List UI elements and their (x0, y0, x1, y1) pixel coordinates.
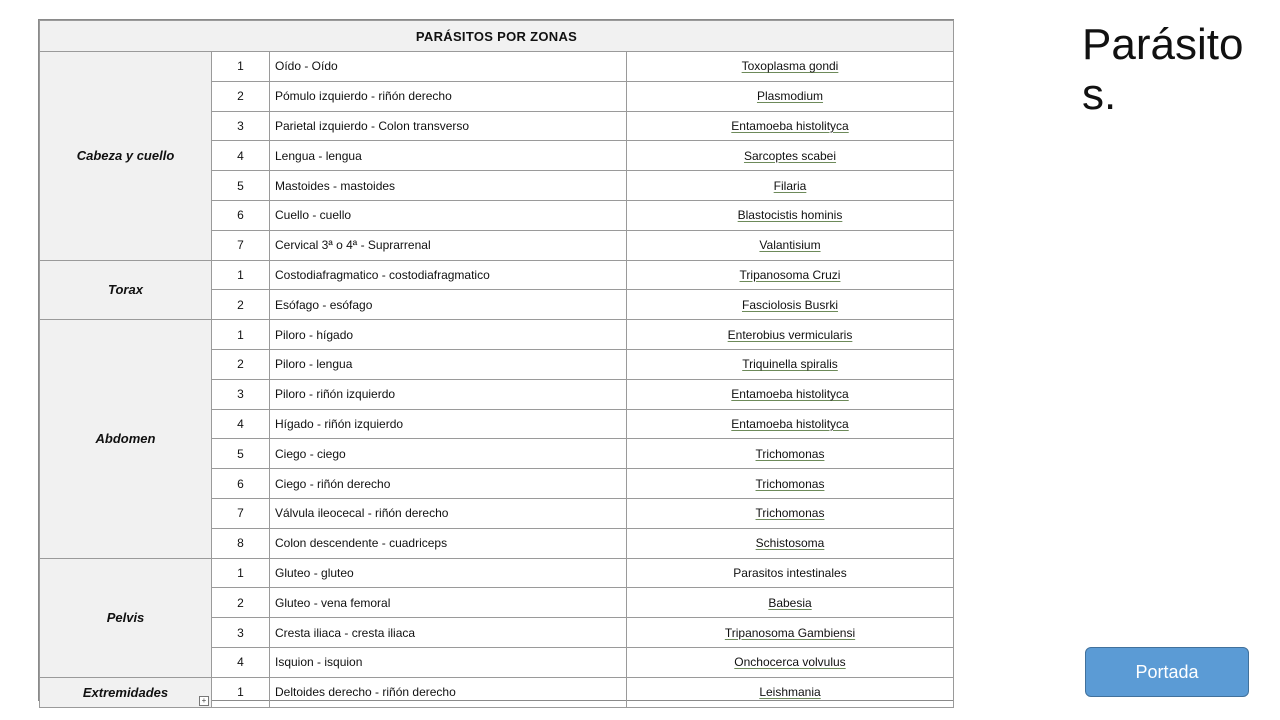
row-number-cell: 6 (212, 469, 270, 499)
table-row (40, 52, 954, 82)
row-number-cell: 3 (212, 379, 270, 409)
zone-cell (40, 558, 212, 677)
row-number-cell: 1 (212, 677, 270, 707)
table-row (40, 320, 954, 350)
parasite-cell: Valantisium (627, 230, 954, 260)
parasite-cell: Fasciolosis Busrki (627, 290, 954, 320)
row-number-cell: 4 (212, 141, 270, 171)
row-number-cell: 2 (212, 81, 270, 111)
points-cell: Deltoides derecho - riñón derecho (270, 677, 627, 707)
parasites-table-container (38, 19, 954, 705)
row-number-cell: 2 (212, 290, 270, 320)
parasite-cell: Parasitos intestinales (627, 558, 954, 588)
points-cell: Ciego - ciego (270, 439, 627, 469)
points-cell: Piloro - riñón izquierdo (270, 379, 627, 409)
points-cell: Ciego - riñón derecho (270, 469, 627, 499)
parasite-cell: Trichomonas (627, 439, 954, 469)
zone-label: Cabeza y cuello (76, 148, 175, 164)
zone-cell (40, 260, 212, 320)
parasite-cell: Triquinella spiralis (627, 349, 954, 379)
points-cell: Esófago - esófago (270, 290, 627, 320)
parasite-cell: Tripanosoma Cruzi (627, 260, 954, 290)
points-cell: Piloro - hígado (270, 320, 627, 350)
row-number-cell: 6 (212, 200, 270, 230)
expand-icon[interactable]: + (199, 696, 209, 706)
points-cell: Isquion - isquion (270, 647, 627, 677)
parasite-cell: Blastocistis hominis (627, 200, 954, 230)
parasite-cell: Schistosoma (627, 528, 954, 558)
parasite-cell: Trichomonas (627, 498, 954, 528)
zone-label: Torax (108, 282, 143, 298)
parasite-cell: Entamoeba histolityca (627, 111, 954, 141)
table-body (40, 52, 954, 708)
points-cell: Cervical 3ª o 4ª - Suprarrenal (270, 230, 627, 260)
zone-cell (40, 677, 212, 707)
parasite-cell: Entamoeba histolityca (627, 409, 954, 439)
parasite-cell: Filaria (627, 171, 954, 201)
parasite-cell: Sarcoptes scabei (627, 141, 954, 171)
row-number-cell: 1 (212, 52, 270, 82)
table-title: PARÁSITOS POR ZONAS (40, 21, 954, 52)
portada-button[interactable]: Portada (1085, 647, 1249, 697)
points-cell: Gluteo - vena femoral (270, 588, 627, 618)
slide-title: Parásitos. (1082, 20, 1244, 119)
points-cell: Cuello - cuello (270, 200, 627, 230)
row-number-cell: 7 (212, 230, 270, 260)
parasite-cell: Leishmania (627, 677, 954, 707)
row-number-cell: 8 (212, 528, 270, 558)
row-number-cell: 2 (212, 349, 270, 379)
parasite-cell: Entamoeba histolityca (627, 379, 954, 409)
row-number-cell: 2 (212, 588, 270, 618)
table-row (40, 558, 954, 588)
parasite-cell: Plasmodium (627, 81, 954, 111)
row-number-cell: 1 (212, 320, 270, 350)
points-cell: Costodiafragmatico - costodiafragmatico (270, 260, 627, 290)
row-number-cell: 3 (212, 111, 270, 141)
points-cell: Colon descendente - cuadriceps (270, 528, 627, 558)
zone-label: Extremidades (82, 684, 169, 700)
row-number-cell: 4 (212, 409, 270, 439)
parasite-cell: Tripanosoma Gambiensi (627, 618, 954, 648)
points-cell: Hígado - riñón izquierdo (270, 409, 627, 439)
zone-cell (40, 320, 212, 558)
points-cell: Piloro - lengua (270, 349, 627, 379)
row-number-cell: 7 (212, 498, 270, 528)
points-cell: Pómulo izquierdo - riñón derecho (270, 81, 627, 111)
points-cell: Oído - Oído (270, 52, 627, 82)
row-number-cell: 1 (212, 260, 270, 290)
parasite-cell: Onchocerca volvulus (627, 647, 954, 677)
parasite-cell: Trichomonas (627, 469, 954, 499)
points-cell: Parietal izquierdo - Colon transverso (270, 111, 627, 141)
table-row (40, 677, 954, 707)
row-number-cell: 1 (212, 558, 270, 588)
points-cell: Válvula ileocecal - riñón derecho (270, 498, 627, 528)
row-number-cell: 3 (212, 618, 270, 648)
zone-label: Pelvis (106, 610, 145, 626)
table-row (40, 260, 954, 290)
parasite-cell: Babesia (627, 588, 954, 618)
points-cell: Mastoides - mastoides (270, 171, 627, 201)
parasite-cell: Toxoplasma gondi (627, 52, 954, 82)
zone-label: Abdomen (95, 431, 156, 447)
parasite-cell: Enterobius vermicularis (627, 320, 954, 350)
points-cell: Cresta iliaca - cresta iliaca (270, 618, 627, 648)
row-number-cell: 4 (212, 647, 270, 677)
parasites-table (39, 20, 954, 708)
row-number-cell: 5 (212, 439, 270, 469)
points-cell: Gluteo - gluteo (270, 558, 627, 588)
points-cell: Lengua - lengua (270, 141, 627, 171)
row-number-cell: 5 (212, 171, 270, 201)
zone-cell (40, 52, 212, 261)
